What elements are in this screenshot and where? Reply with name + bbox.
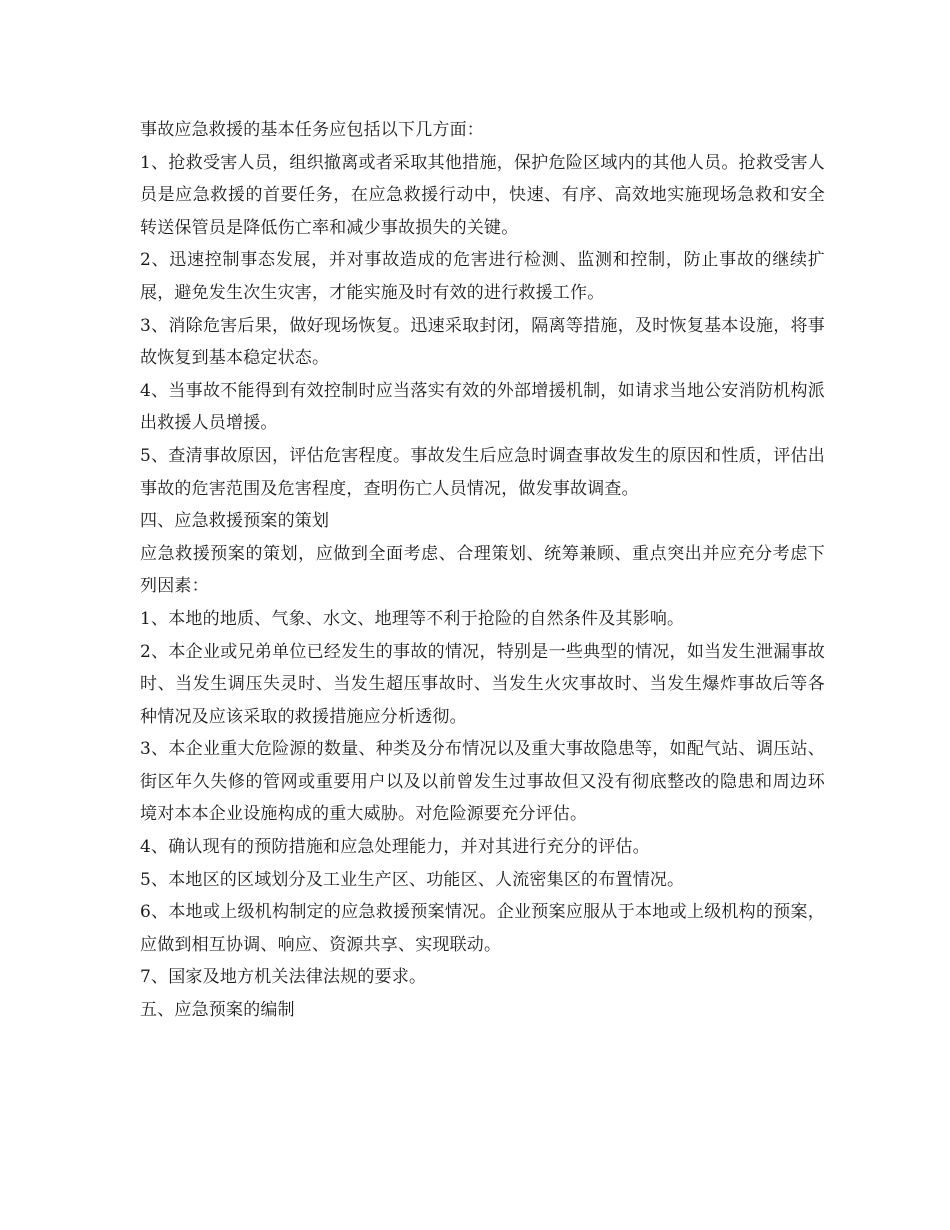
paragraph-factor-5: 5、本地区的区域划分及工业生产区、功能区、人流密集区的布置情况。 (140, 869, 685, 890)
paragraph-factor-6: 6、本地或上级机构制定的应急救援预案情况。企业预案应服从于本地或上级机构的预案，应做到相互协调、响应、资源共享、实现联动。 (140, 902, 825, 955)
paragraph-factor-1: 1、本地的地质、气象、水文、地理等不利于抢险的自然条件及其影响。 (140, 608, 685, 629)
paragraph-factor-2: 2、本企业或兄弟单位已经发生的事故的情况，特别是一些典型的情况，如当发生泄漏事故时、当发生调压失灵时、当发生超压事故时、当发生火灾事故时、当发生爆炸事故后等各种情况及应该采取的救援措施应分析透彻。 (140, 641, 825, 727)
paragraph-task-3: 3、消除危害后果，做好现场恢复。迅速采取封闭，隔离等措施，及时恢复基本设施，将事故恢复到基本稳定状态。 (140, 315, 825, 369)
paragraph-factor-3: 3、本企业重大危险源的数量、种类及分布情况以及重大事故隐患等，如配气站、调压站、街区年久失修的管网或重要用户以及以前曾发生过事故但又没有彻底整改的隐患和周边环境对本本企业设施构成的重大威胁。对危险源要充分评估。 (140, 739, 825, 825)
paragraph-task-1: 1、抢救受害人员，组织撤离或者采取其他措施，保护危险区域内的其他人员。抢救受害人员是应急救援的首要任务，在应急救援行动中，快速、有序、高效地实施现场急救和安全转送保管员是降低伤亡率和减少事故损失的关键。 (140, 152, 825, 238)
paragraph-intro: 事故应急救援的基本任务应包括以下几方面： (140, 120, 484, 140)
paragraph-task-5: 5、查清事故原因，评估危害程度。事故发生后应急时调查事故发生的原因和性质，评估出事故的危害范围及危害程度，查明伤亡人员情况，做发事故调查。 (140, 445, 825, 499)
paragraph-task-2: 2、迅速控制事态发展，并对事故造成的危害进行检测、监测和控制，防止事故的继续扩展，避免发生次生灾害，才能实施及时有效的进行救援工作。 (140, 250, 825, 303)
section-heading-4: 四、应急救援预案的策划 (140, 511, 330, 532)
paragraph-task-4: 4、当事故不能得到有效控制时应当落实有效的外部增援机制，如请求当地公安消防机构派出救援人员增援。 (140, 380, 825, 434)
paragraph-factor-7: 7、国家及地方机关法律法规的要求。 (140, 967, 427, 988)
paragraph-factor-4: 4、确认现有的预防措施和应急处理能力，并对其进行充分的评估。 (140, 837, 650, 858)
document-body (140, 114, 825, 1027)
section-heading-5: 五、应急预案的编制 (140, 1000, 295, 1021)
paragraph-planning-intro: 应急救援预案的策划，应做到全面考虑、合理策划、统筹兼顾、重点突出并应充分考虑下列因素： (140, 543, 825, 597)
